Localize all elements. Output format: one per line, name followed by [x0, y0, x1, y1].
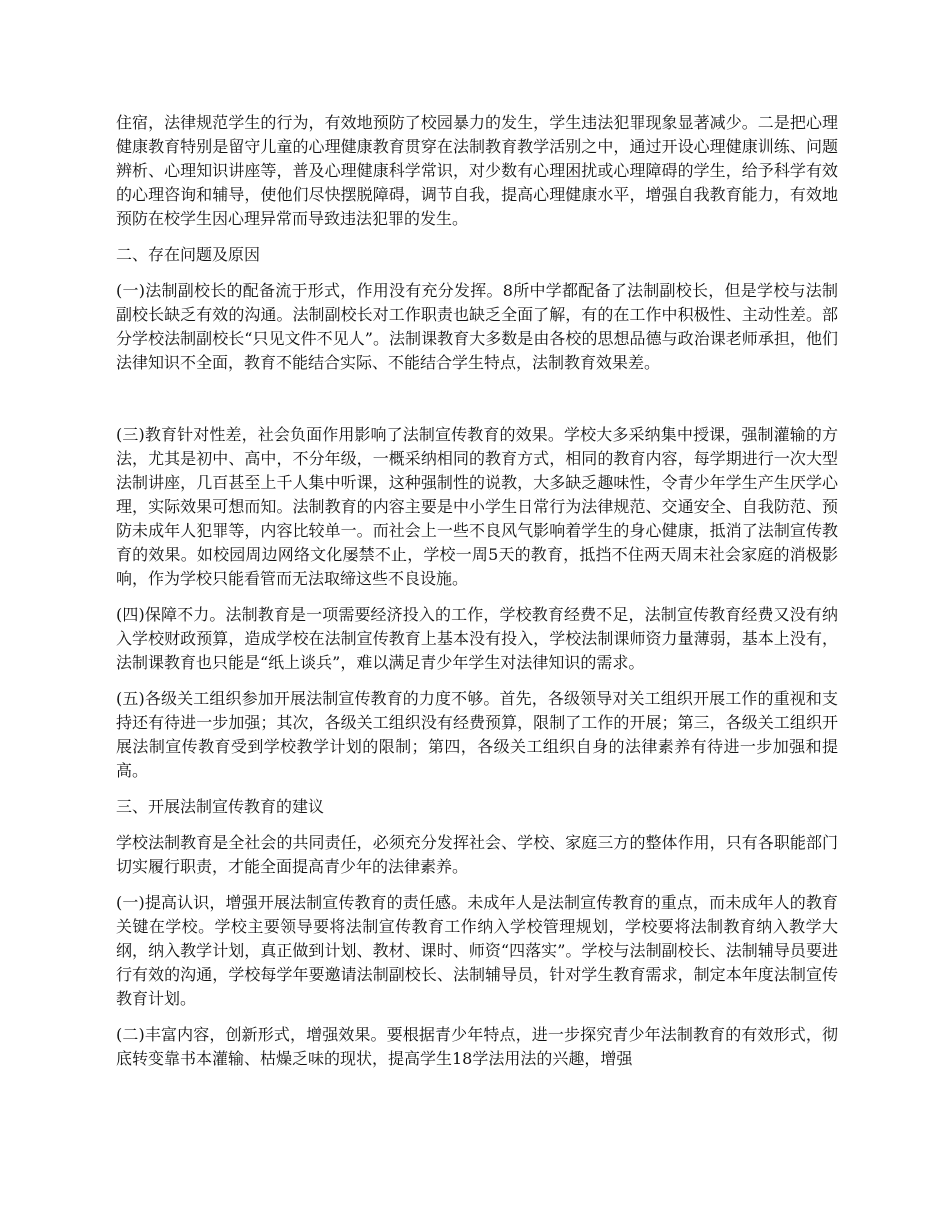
paragraph-suggestion-1: (一)提高认识，增强开展法制宣传教育的责任感。未成年人是法制宣传教育的重点，而未成年人的教育关键在学校。学校主要领导要将法制宣传教育工作纳入学校管理规划，学校要将法制教育纳入教学大纲，纳入教学计划，真正做到计划、教材、课时、师资“四落实”。学校与法制副校长、法制辅导员要进行有效的沟通，学校每学年要邀请法制副校长、法制辅导员，针对学生教育需求，制定本年度法制宣传教育计划。	[116, 893, 838, 1008]
paragraph-suggestion-2: (二)丰富内容，创新形式，增强效果。要根据青少年特点，进一步探究青少年法制教育的有效形式，彻底转变靠书本灌输、枯燥乏味的现状，提高学生18学法用法的兴趣，增强	[116, 1025, 838, 1068]
paragraph-problem-1: (一)法制副校长的配备流于形式，作用没有充分发挥。8所中学都配备了法制副校长，但是学校与法制副校长缺乏有效的沟通。法制副校长对工作职责也缺乏全面了解，有的在工作中积极性、主动性差。部分学校法制副校长“只见文件不见人”。法制课教育大多数是由各校的思想品德与政治课老师承担，他们法律知识不全面，教育不能结合实际、不能结合学生特点，法制教育效果差。	[116, 281, 838, 372]
document-body	[116, 111, 838, 1083]
section-heading-suggestions: 三、开展法制宣传教育的建议	[116, 797, 325, 816]
paragraph-psychological-health: 住宿，法律规范学生的行为，有效地预防了校园暴力的发生，学生违法犯罪现象显著减少。二是把心理健康教育特别是留守儿童的心理健康教育贯穿在法制教育教学活别之中，通过开设心理健康训练、问题辨析、心理知识讲座等，普及心理健康科学常识，对少数有心理困扰或心理障碍的学生，给予科学有效的心理咨询和辅导，使他们尽快摆脱障碍，调节自我，提高心理健康水平，增强自我教育能力，有效地预防在校学生因心理异常而导致违法犯罪的发生。	[116, 113, 838, 228]
paragraph-problem-3: (三)教育针对性差，社会负面作用影响了法制宣传教育的效果。学校大多采纳集中授课，强制灌输的方法，尤其是初中、高中，不分年级，一概采纳相同的教育方式，相同的教育内容，每学期进行一次大型法制讲座，几百甚至上千人集中听课，这种强制性的说教，大多缺乏趣味性，令青少年学生产生厌学心理，实际效果可想而知。法制教育的内容主要是中小学生日常行为法律规范、交通安全、自我防范、预防未成年人犯罪等，内容比较单一。而社会上一些不良风气影响着学生的身心健康，抵消了法制宣传教育的效果。如校园周边网络文化屡禁不止，学校一周5天的教育，抵挡不住两天周末社会家庭的消极影响，作为学校只能看管而无法取缔这些不良设施。	[116, 425, 838, 588]
paragraph-problem-5: (五)各级关工组织参加开展法制宣传教育的力度不够。首先，各级领导对关工组织开展工作的重视和支持还有待进一步加强；其次，各级关工组织没有经费预算，限制了工作的开展；第三，各级关工组织开展法制宣传教育受到学校教学计划的限制；第四，各级关工组织自身的法律素养有待进一步加强和提高。	[116, 689, 838, 780]
blank-gap	[116, 387, 838, 423]
section-heading-problems: 二、存在问题及原因	[116, 245, 261, 264]
paragraph-problem-4: (四)保障不力。法制教育是一项需要经济投入的工作，学校教育经费不足，法制宣传教育经费又没有纳入学校财政预算，造成学校在法制宣传教育上基本没有投入，学校法制课师资力量薄弱，基本上没有，法制课教育也只能是“纸上谈兵”，难以满足青少年学生对法律知识的需求。	[116, 605, 838, 672]
paragraph-suggestion-intro: 学校法制教育是全社会的共同责任，必须充分发挥社会、学校、家庭三方的整体作用，只有各职能部门切实履行职责，才能全面提高青少年的法律素养。	[116, 833, 838, 876]
